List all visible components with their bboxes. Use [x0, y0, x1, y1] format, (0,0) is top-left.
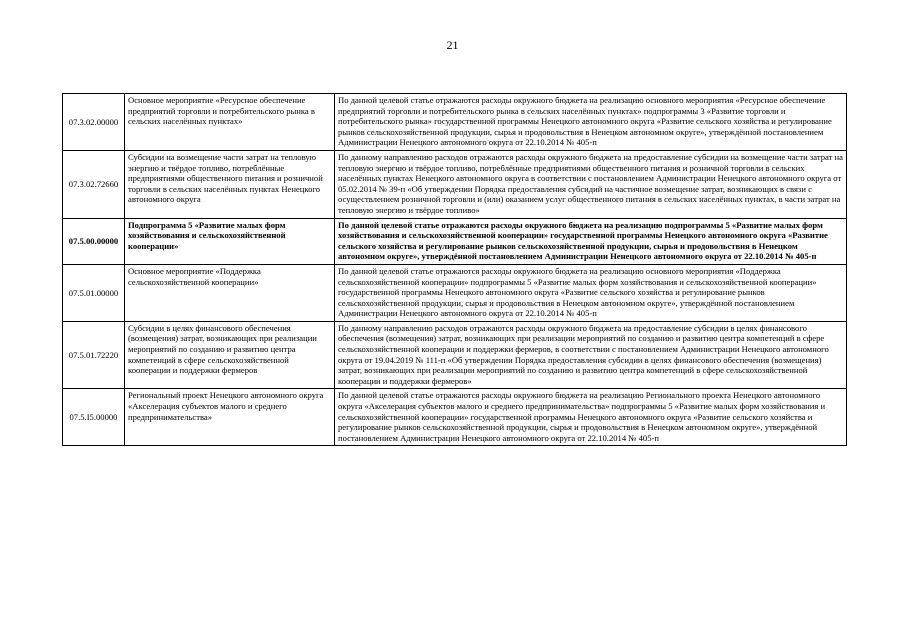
- target-article-name: Подпрограмма 5 «Развитие малых форм хозяйствования и сельскохозяйственной кооперации»: [125, 218, 335, 264]
- page-number: 21: [446, 38, 459, 52]
- target-article-description: По данной целевой статье отражаются расходы окружного бюджета на реализацию Регионального проекта Ненецкого автономного округа «Акселерация субъектов малого и среднего предпринимательства» подпрограммы 5 «Развитие малых форм хозяйствования и сельскохозяйственной кооперации» государственной программы Ненецкого автономного округа «Развитие сельского хозяйства и регулирование рынков сельскохозяйственной продукции, сырья и продовольствия в Ненецком автономном округе», утверждённой постановлением Администрации Ненецкого автономного округа от 22.10.2014 № 405-п: [335, 389, 847, 446]
- target-article-code: 07.3.02.00000: [63, 94, 125, 151]
- target-article-description: По данному направлению расходов отражаются расходы окружного бюджета на предоставление субсидии на возмещение части затрат на тепловую энергию и твёрдое топливо, потреблённые предприятиями общественного питания и розничной торговли в сельских населённых пунктах Ненецкого автономного округа в соответствии с постановлением Администрации Ненецкого автономного округа от 05.02.2014 № 39-п «Об утверждении Порядка предоставления субсидий на частичное возмещение затрат, возникающих в связи с осуществлением розничной торговли и (или) оказанием услуг общественного питания в сельских населённых пунктах, в части затрат на тепловую энергию и твёрдое топливо»: [335, 150, 847, 218]
- target-article-name: Основное мероприятие «Ресурсное обеспечение предприятий торговли и потребительского рынка в сельских населённых пунктах»: [125, 94, 335, 151]
- target-article-name: Субсидии в целях финансового обеспечения (возмещения) затрат, возникающих при реализации мероприятий по созданию и развитию центра компетенций в сфере сельскохозяйственной кооперации и поддержки фермеров: [125, 321, 335, 389]
- table-row: [63, 264, 847, 321]
- target-article-description: По данной целевой статье отражаются расходы окружного бюджета на реализацию подпрограммы 5 «Развитие малых форм хозяйствования и сельскохозяйственной кооперации» государственной программы Ненецкого автономного округа «Развитие сельского хозяйства и регулирование рынков сельскохозяйственной продукции, сырья и продовольствия в Ненецком автономном округе», утверждённой постановлением Администрации Ненецкого автономного округа от 22.10.2014 № 405-п: [335, 218, 847, 264]
- target-article-code: 07.3.02.72660: [63, 150, 125, 218]
- table-row: [63, 389, 847, 446]
- target-article-code: 07.5.01.72220: [63, 321, 125, 389]
- table-row: [63, 150, 847, 218]
- target-article-description: По данному направлению расходов отражаются расходы окружного бюджета на предоставление субсидии в целях финансового обеспечения (возмещения) затрат, возникающих при реализации мероприятий по созданию и развитию центра компетенций в сфере сельскохозяйственной кооперации и поддержки фермеров, в соответствии с постановлением Администрации Ненецкого автономного округа от 19.04.2019 № 111-п «Об утверждении Порядка предоставления субсидии в целях финансового обеспечения (возмещения) затрат, возникающих при реализации мероприятий по созданию и развитию центра компетенций в сфере сельскохозяйственной кооперации и поддержки фермеров»: [335, 321, 847, 389]
- budget-classification-table: [62, 93, 847, 446]
- target-article-code: 07.5.I5.00000: [63, 389, 125, 446]
- target-article-code: 07.5.01.00000: [63, 264, 125, 321]
- table-row: [63, 321, 847, 389]
- target-article-description: По данной целевой статье отражаются расходы окружного бюджета на реализацию основного мероприятия «Ресурсное обеспечение предприятий торговли и потребительского рынка в сельских населённых пунктах» подпрограммы 3 «Развитие торговли и потребительского рынка» государственной программы Ненецкого автономного округа «Развитие сельского хозяйства и регулирование рынков сельскохозяйственной продукции, сырья и продовольствия в Ненецком автономном округе», утверждённой постановлением Администрации Ненецкого автономного округа от 22.10.2014 № 405-п: [335, 94, 847, 151]
- target-article-name: Основное мероприятие «Поддержка сельскохозяйственной кооперации»: [125, 264, 335, 321]
- target-article-description: По данной целевой статье отражаются расходы окружного бюджета на реализацию основного мероприятия «Поддержка сельскохозяйственной кооперации» подпрограммы 5 «Развитие малых форм хозяйствования и сельскохозяйственной кооперации» государственной программы Ненецкого автономного округа «Развитие сельского хозяйства и регулирование рынков сельскохозяйственной продукции, сырья и продовольствия в Ненецком автономном округе», утверждённой постановлением Администрации Ненецкого автономного округа от 22.10.2014 № 405-п: [335, 264, 847, 321]
- table-row: [63, 218, 847, 264]
- target-article-code: 07.5.00.00000: [63, 218, 125, 264]
- table-row: [63, 94, 847, 151]
- target-article-name: Региональный проект Ненецкого автономного округа «Акселерация субъектов малого и среднего предпринимательства»: [125, 389, 335, 446]
- target-article-name: Субсидии на возмещение части затрат на тепловую энергию и твёрдое топливо, потреблённые предприятиями общественного питания и розничной торговли в сельских населённых пунктах Ненецкого автономного округа: [125, 150, 335, 218]
